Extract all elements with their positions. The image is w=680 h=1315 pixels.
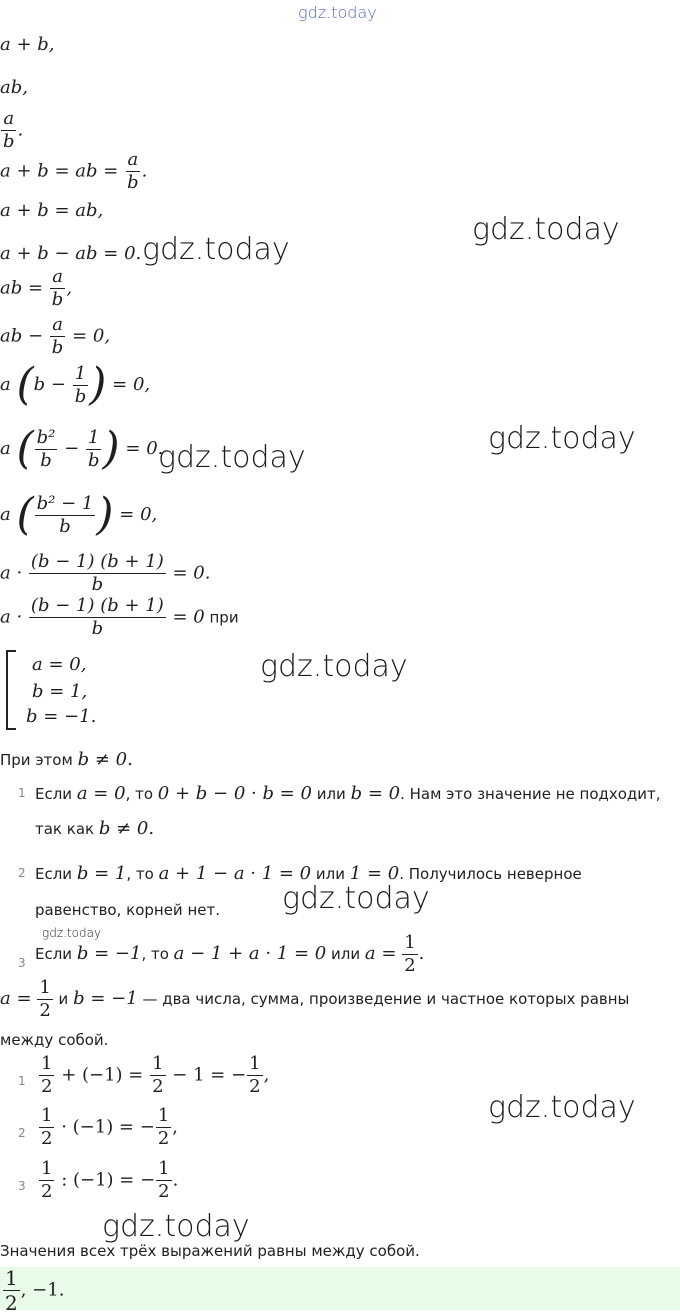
math-line: a · $\frac{(b - 1) (b + 1)}{b}$ = 0 при: [0, 595, 239, 639]
system-line: a = 0,: [32, 654, 87, 675]
list-number: 1: [18, 1074, 26, 1088]
math-line: ab − $\frac{a}{b}$ = 0,: [0, 314, 111, 358]
list-item-cont: равенство, корней нет.: [35, 901, 220, 919]
list-number: 2: [18, 866, 26, 880]
list-number: 3: [18, 956, 26, 970]
paragraph: a = $\frac{1}{2}$ и b = −1 — два числа, сумма, произведение и частное которых равны: [0, 977, 630, 1021]
watermark: gdz.today: [102, 1209, 250, 1244]
math-line: a + b,: [0, 34, 55, 55]
check-line: $\frac{1}{2}$ · (−1) = − $\frac{1}{2}$ ,: [41, 1105, 179, 1149]
math-line: ab,: [0, 77, 28, 98]
list-number: 2: [18, 1126, 26, 1140]
watermark: gdz.today: [488, 1090, 636, 1125]
math-line: a + b = ab = $\frac{a}{b}$ .: [0, 149, 148, 193]
watermark: gdz.today: [260, 649, 408, 684]
list-item-cont: так как b ≠ 0.: [35, 818, 155, 839]
answer-box: [0, 1267, 680, 1310]
math-line: a ( $\frac{\text{b² − 1}}{b}$ ) = 0,: [0, 489, 158, 540]
watermark: gdz.today: [158, 440, 306, 475]
math-line: $\frac{a}{b}$ .: [3, 108, 24, 152]
list-item: Если b = 1, то a + 1 − a · 1 = 0 или 1 = 0. Получилось неверное: [35, 863, 582, 884]
watermark: gdz.today: [488, 421, 636, 456]
paragraph-cont: между собой.: [0, 1031, 109, 1049]
paragraph: При этом b ≠ 0.: [0, 749, 133, 770]
system-line: b = −1.: [26, 706, 97, 727]
check-line: $\frac{1}{2}$ + (−1) = $\frac{1}{2}$ − 1 = − $\frac{1}{2}$ ,: [41, 1053, 270, 1097]
list-number: 1: [18, 786, 26, 800]
math-line: a ( $\frac{\text{b²}}{b}$ − $\frac{1}{b}$ ) = 0.: [0, 423, 164, 474]
math-line: ab = $\frac{a}{b}$ ,: [0, 266, 73, 310]
list-item: Если b = −1, то a − 1 + a · 1 = 0 или a = $\frac{1}{2}$ .: [35, 932, 425, 976]
watermark-small: gdz.today: [42, 926, 102, 940]
list-number: 3: [18, 1179, 26, 1193]
check-line: $\frac{1}{2}$ : (−1) = − $\frac{1}{2}$ .: [41, 1158, 179, 1202]
math-line: a · $\frac{(b - 1) (b + 1)}{b}$ = 0.: [0, 551, 211, 595]
list-item: Если a = 0, то 0 + b − 0 · b = 0 или b = 0. Нам это значение не подходит,: [35, 783, 661, 804]
answer-line: $\frac{1}{2}$ , −1.: [5, 1266, 65, 1315]
math-line: a + b = ab,: [0, 200, 104, 221]
watermark: gdz.today: [282, 881, 430, 916]
system-bracket: [6, 650, 16, 730]
watermark: gdz.today: [142, 232, 290, 267]
watermark: gdz.today: [472, 212, 620, 247]
math-line: a (b − $\frac{1}{b}$ ) = 0,: [0, 359, 151, 410]
watermark-top: gdz.today: [298, 3, 377, 22]
math-line: a + b − ab = 0.: [0, 243, 142, 264]
paragraph: Значения всех трёх выражений равны между собой.: [0, 1242, 420, 1260]
system-line: b = 1,: [32, 681, 88, 702]
